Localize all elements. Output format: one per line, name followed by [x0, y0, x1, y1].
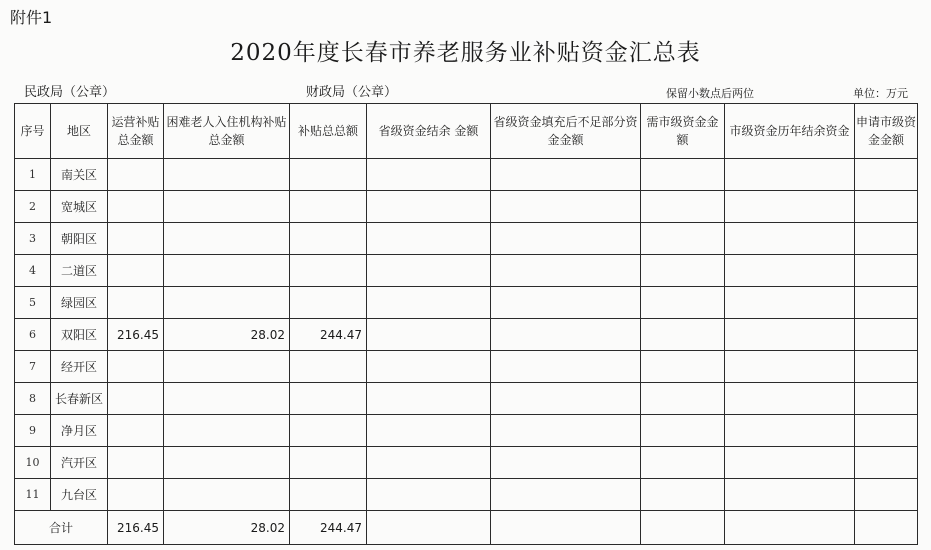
- row-city-funds-applied: [855, 383, 918, 415]
- row-subsidy-total: [290, 287, 367, 319]
- totals-city-funds-applied: [855, 511, 918, 545]
- table-row: [15, 191, 918, 223]
- row-subsidy-total: [290, 479, 367, 511]
- civil-affairs-seal-label: 民政局（公章）: [24, 85, 116, 100]
- header-city-historical-balance: 市级资金历年结余资金: [725, 104, 855, 159]
- row-seq: 10: [15, 447, 51, 479]
- row-city-funds-needed: [641, 383, 725, 415]
- row-city-funds-needed: [641, 159, 725, 191]
- row-city-funds-applied: [855, 287, 918, 319]
- row-provincial-shortfall: [491, 287, 641, 319]
- row-hardship-subsidy: [164, 223, 290, 255]
- subsidy-summary-table: [14, 103, 918, 545]
- row-operating-subsidy: [108, 255, 164, 287]
- row-seq: 6: [15, 319, 51, 351]
- table-row: [15, 255, 918, 287]
- row-city-funds-applied: [855, 479, 918, 511]
- row-provincial-shortfall: [491, 319, 641, 351]
- row-city-funds-applied: [855, 255, 918, 287]
- row-provincial-balance: [367, 319, 491, 351]
- row-operating-subsidy: [108, 351, 164, 383]
- row-hardship-subsidy: [164, 479, 290, 511]
- row-seq: 4: [15, 255, 51, 287]
- row-subsidy-total: [290, 447, 367, 479]
- attachment-label: 附件1: [10, 8, 53, 27]
- row-hardship-subsidy: 28.02: [164, 319, 290, 351]
- table-header-row: [15, 104, 918, 159]
- table-row: [15, 223, 918, 255]
- row-city-historical-balance: [725, 255, 855, 287]
- header-operating-subsidy: 运营补贴总金额: [108, 104, 164, 159]
- row-provincial-balance: [367, 351, 491, 383]
- row-hardship-subsidy: [164, 191, 290, 223]
- row-seq: 1: [15, 159, 51, 191]
- table-row: [15, 447, 918, 479]
- row-provincial-balance: [367, 447, 491, 479]
- row-district: 净月区: [51, 415, 108, 447]
- table-row: [15, 479, 918, 511]
- row-city-historical-balance: [725, 159, 855, 191]
- totals-label: 合计: [15, 511, 108, 545]
- row-seq: 5: [15, 287, 51, 319]
- row-provincial-shortfall: [491, 223, 641, 255]
- table-row: [15, 415, 918, 447]
- table-row: [15, 351, 918, 383]
- row-seq: 2: [15, 191, 51, 223]
- row-city-funds-needed: [641, 319, 725, 351]
- row-provincial-shortfall: [491, 383, 641, 415]
- row-city-historical-balance: [725, 223, 855, 255]
- row-city-historical-balance: [725, 287, 855, 319]
- table-row: [15, 319, 918, 351]
- row-provincial-shortfall: [491, 351, 641, 383]
- row-operating-subsidy: [108, 479, 164, 511]
- row-city-funds-applied: [855, 159, 918, 191]
- row-district: 长春新区: [51, 383, 108, 415]
- row-provincial-shortfall: [491, 191, 641, 223]
- row-operating-subsidy: 216.45: [108, 319, 164, 351]
- row-provincial-balance: [367, 255, 491, 287]
- row-district: 九台区: [51, 479, 108, 511]
- row-district: 二道区: [51, 255, 108, 287]
- row-district: 绿园区: [51, 287, 108, 319]
- row-operating-subsidy: [108, 447, 164, 479]
- header-provincial-balance: 省级资金结余 金额: [367, 104, 491, 159]
- row-city-historical-balance: [725, 351, 855, 383]
- row-provincial-shortfall: [491, 415, 641, 447]
- header-seq: 序号: [15, 104, 51, 159]
- row-subsidy-total: [290, 223, 367, 255]
- row-subsidy-total: [290, 191, 367, 223]
- row-operating-subsidy: [108, 223, 164, 255]
- finance-seal-label: 财政局（公章）: [306, 85, 398, 100]
- decimal-note: 保留小数点后两位: [666, 87, 754, 100]
- row-city-historical-balance: [725, 191, 855, 223]
- row-city-funds-applied: [855, 191, 918, 223]
- row-provincial-balance: [367, 223, 491, 255]
- row-district: 汽开区: [51, 447, 108, 479]
- totals-city-historical-balance: [725, 511, 855, 545]
- header-subsidy-total: 补贴总总额: [290, 104, 367, 159]
- row-operating-subsidy: [108, 191, 164, 223]
- row-city-historical-balance: [725, 319, 855, 351]
- totals-provincial-balance: [367, 511, 491, 545]
- row-city-funds-needed: [641, 255, 725, 287]
- row-operating-subsidy: [108, 287, 164, 319]
- row-hardship-subsidy: [164, 287, 290, 319]
- table-row: [15, 159, 918, 191]
- row-provincial-shortfall: [491, 159, 641, 191]
- row-city-funds-applied: [855, 351, 918, 383]
- table-row: [15, 287, 918, 319]
- document-title: 2020年度长春市养老服务业补贴资金汇总表: [230, 40, 701, 66]
- row-operating-subsidy: [108, 159, 164, 191]
- row-district: 宽城区: [51, 191, 108, 223]
- row-hardship-subsidy: [164, 255, 290, 287]
- row-seq: 7: [15, 351, 51, 383]
- row-hardship-subsidy: [164, 447, 290, 479]
- row-provincial-balance: [367, 287, 491, 319]
- row-operating-subsidy: [108, 415, 164, 447]
- row-provincial-balance: [367, 159, 491, 191]
- row-district: 经开区: [51, 351, 108, 383]
- totals-subsidy-total: 244.47: [290, 511, 367, 545]
- row-city-historical-balance: [725, 479, 855, 511]
- row-provincial-balance: [367, 191, 491, 223]
- row-district: 朝阳区: [51, 223, 108, 255]
- row-city-funds-applied: [855, 319, 918, 351]
- table-row: [15, 383, 918, 415]
- header-provincial-shortfall: 省级资金填充后不足部分资金金额: [491, 104, 641, 159]
- row-provincial-shortfall: [491, 255, 641, 287]
- row-subsidy-total: [290, 415, 367, 447]
- row-city-historical-balance: [725, 447, 855, 479]
- row-city-historical-balance: [725, 383, 855, 415]
- row-seq: 3: [15, 223, 51, 255]
- row-city-funds-applied: [855, 447, 918, 479]
- row-hardship-subsidy: [164, 415, 290, 447]
- totals-operating-subsidy: 216.45: [108, 511, 164, 545]
- row-provincial-balance: [367, 383, 491, 415]
- row-subsidy-total: [290, 159, 367, 191]
- row-provincial-shortfall: [491, 447, 641, 479]
- row-city-funds-needed: [641, 223, 725, 255]
- row-seq: 9: [15, 415, 51, 447]
- row-city-funds-applied: [855, 415, 918, 447]
- row-provincial-shortfall: [491, 479, 641, 511]
- header-hardship-subsidy: 困难老人入住机构补贴总金额: [164, 104, 290, 159]
- header-city-funds-applied: 申请市级资金金额: [855, 104, 918, 159]
- row-hardship-subsidy: [164, 159, 290, 191]
- row-seq: 8: [15, 383, 51, 415]
- row-city-funds-needed: [641, 479, 725, 511]
- row-operating-subsidy: [108, 383, 164, 415]
- row-provincial-balance: [367, 415, 491, 447]
- row-district: 双阳区: [51, 319, 108, 351]
- totals-row: [15, 511, 918, 545]
- row-hardship-subsidy: [164, 351, 290, 383]
- row-subsidy-total: [290, 383, 367, 415]
- row-city-funds-applied: [855, 223, 918, 255]
- header-city-funds-needed: 需市级资金金额: [641, 104, 725, 159]
- unit-label: 单位：万元: [853, 87, 908, 100]
- row-city-funds-needed: [641, 191, 725, 223]
- row-subsidy-total: 244.47: [290, 319, 367, 351]
- row-city-funds-needed: [641, 287, 725, 319]
- row-city-historical-balance: [725, 415, 855, 447]
- row-subsidy-total: [290, 255, 367, 287]
- totals-hardship-subsidy: 28.02: [164, 511, 290, 545]
- row-seq: 11: [15, 479, 51, 511]
- row-provincial-balance: [367, 479, 491, 511]
- row-district: 南关区: [51, 159, 108, 191]
- header-district: 地区: [51, 104, 108, 159]
- row-city-funds-needed: [641, 447, 725, 479]
- totals-city-funds-needed: [641, 511, 725, 545]
- row-subsidy-total: [290, 351, 367, 383]
- row-hardship-subsidy: [164, 383, 290, 415]
- row-city-funds-needed: [641, 351, 725, 383]
- row-city-funds-needed: [641, 415, 725, 447]
- totals-provincial-shortfall: [491, 511, 641, 545]
